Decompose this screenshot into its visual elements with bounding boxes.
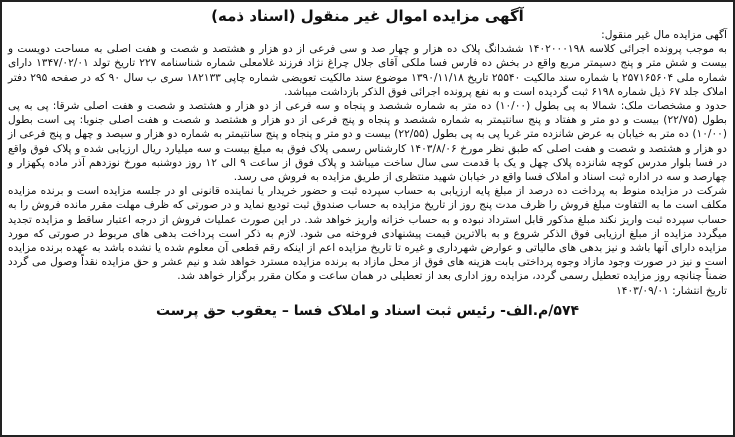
paragraph-auction-terms: شرکت در مزایده منوط به پرداخت ده درصد از مبلغ پایه ارزیابی به حساب سپرده ثبت و حضور خریدار یا نماینده قانونی او در جلسه مزایده است و برنده مزایده مکلف است ما به التفاوت مبلغ فروش را ظرف مدت پنج روز از تاریخ مزایده به حساب صندوق ثبت تودیع نماید و در صورتی که ظرف مهلت مقرر مانده فروش را به حساب سپرده ثبت واریز نکند مبلغ مذکور قابل استرداد نبوده و به حساب خزانه واریز خواهد شد. در این صورت عملیات فروش از درجه اعتبار ساقط و مزایده تجدید میگردد مزایده از مبلغ ارزیابی فوق الذکر شروع و به بالاترین قیمت پیشنهادی فروخته می شود. لازم به ذکر است پرداخت بدهی های مربوط در صورتی که مورد مزایده دارای آنها باشد و نیز بدهی های مالیاتی و عوارض شهرداری و غیره تا تاریخ مزایده اعم از اینکه رقم قطعی آن معلوم شده یا نشده باشد به عهده برنده مزایده است و نیز در صورت وجود مازاد وجوه پرداختی بابت هزینه های فوق از محل مازاد به برنده مزایده مسترد خواهد شد و نیم عشر و حق مزایده نقداً وصول می گردد ضمناً چنانچه روز مزایده تعطیل رسمی گردد، مزایده روز اداری بعد از تعطیلی در همان ساعت و مکان مقرر برگزار خواهد شد. xyxy=(8,185,727,283)
paragraph-property-boundaries: حدود و مشخصات ملک: شمالا به پی بطول (۱۰/۰۰) ده متر به شماره ششصد و پنجاه و سه فرعی از دو هزار و هشتصد و شصت و هفت اصلی شرقا: پی به پی بطول (۲۲/۷۵) بیست و دو متر و هفتاد و پنج سانتیمتر به شماره ششصد و پنجاه و پنج فرعی از دو هزار و هشتصد و شصت و هفت اصلی جنوبا: پی است بطول (۱۰/۰۰) ده متر به خیابان به عرض شانزده متر غربا پی به پی بطول (۲۲/۵۵) بیست و دو متر و پنجاه و پنج سانتیمتر به شماره دو هزار و سیصد و چهل و پنج فرعی از دو هزار و هشتصد و شصت و هفت اصلی که طبق نظر مورخ ۱۴۰۳/۸/۰۶ کارشناس رسمی پلاک فوق به مبلغ بیست و سه میلیارد ریال ارزیابی شده و پلاک فوق واقع در فسا بلوار مدرس کوچه شانزده پلاک چهل و یک با قدمت سی سال ساخت میباشد و پلاک فوق از ساعت ۹ الی ۱۲ روز دوشنبه مورخ نوزدهم آذر ماده پکهزار و چهارصد و سه در اداره ثبت اسناد و املاک فسا واقع در خیابان شهید منتظری از طریق مزایده به فروش می رسد. xyxy=(8,100,727,184)
notice-signature: ۵۷۴/م.الف- رئیس ثبت اسناد و املاک فسا – یعقوب حق پرست xyxy=(155,302,580,319)
paragraph-property-case: به موجب پرونده اجرائی کلاسه ۱۴۰۲۰۰۰۱۹۸ ششدانگ پلاک ده هزار و چهار صد و سی فرعی از دو هزار و هشتصد و شصت و هفت اصلی به مساحت دویست و بیست و شش متر و پنج دسیمتر مربع واقع در بخش ده فارس فسا ملکی آقای جلال چراغ نژاد فرزند غلامعلی شماره شناسنامه ۲۲۷ تاریخ تولد ۱۳۴۷/۰۲/۰۱ دارای شماره ملی ۲۵۷۱۶۵۶۰۴ با شماره سند مالکیت ۲۵۵۴۰ تاریخ ۱۳۹۰/۱۱/۱۸ موضوع سند مالکیت تعویضی شماره چاپی ۱۸۲۱۳۳ سری ب سال ۹۰ که در صفحه ۲۹۵ دفتر املاک جلد ۶۷ ذیل شماره ۶۱۹۸ ثبت گردیده است و به نفع پرونده اجرائی فوق الذکر بازداشت میباشد. xyxy=(8,43,727,98)
notice-title: آگهی مزایده اموال غیر منقول (اسناد ذمه) xyxy=(211,7,524,25)
intro-label: آگهی مزایده مال غیر منقول: xyxy=(601,29,727,41)
publication-date: تاریخ انتشار: ۱۴۰۳/۰۹/۰۱ xyxy=(616,284,727,297)
